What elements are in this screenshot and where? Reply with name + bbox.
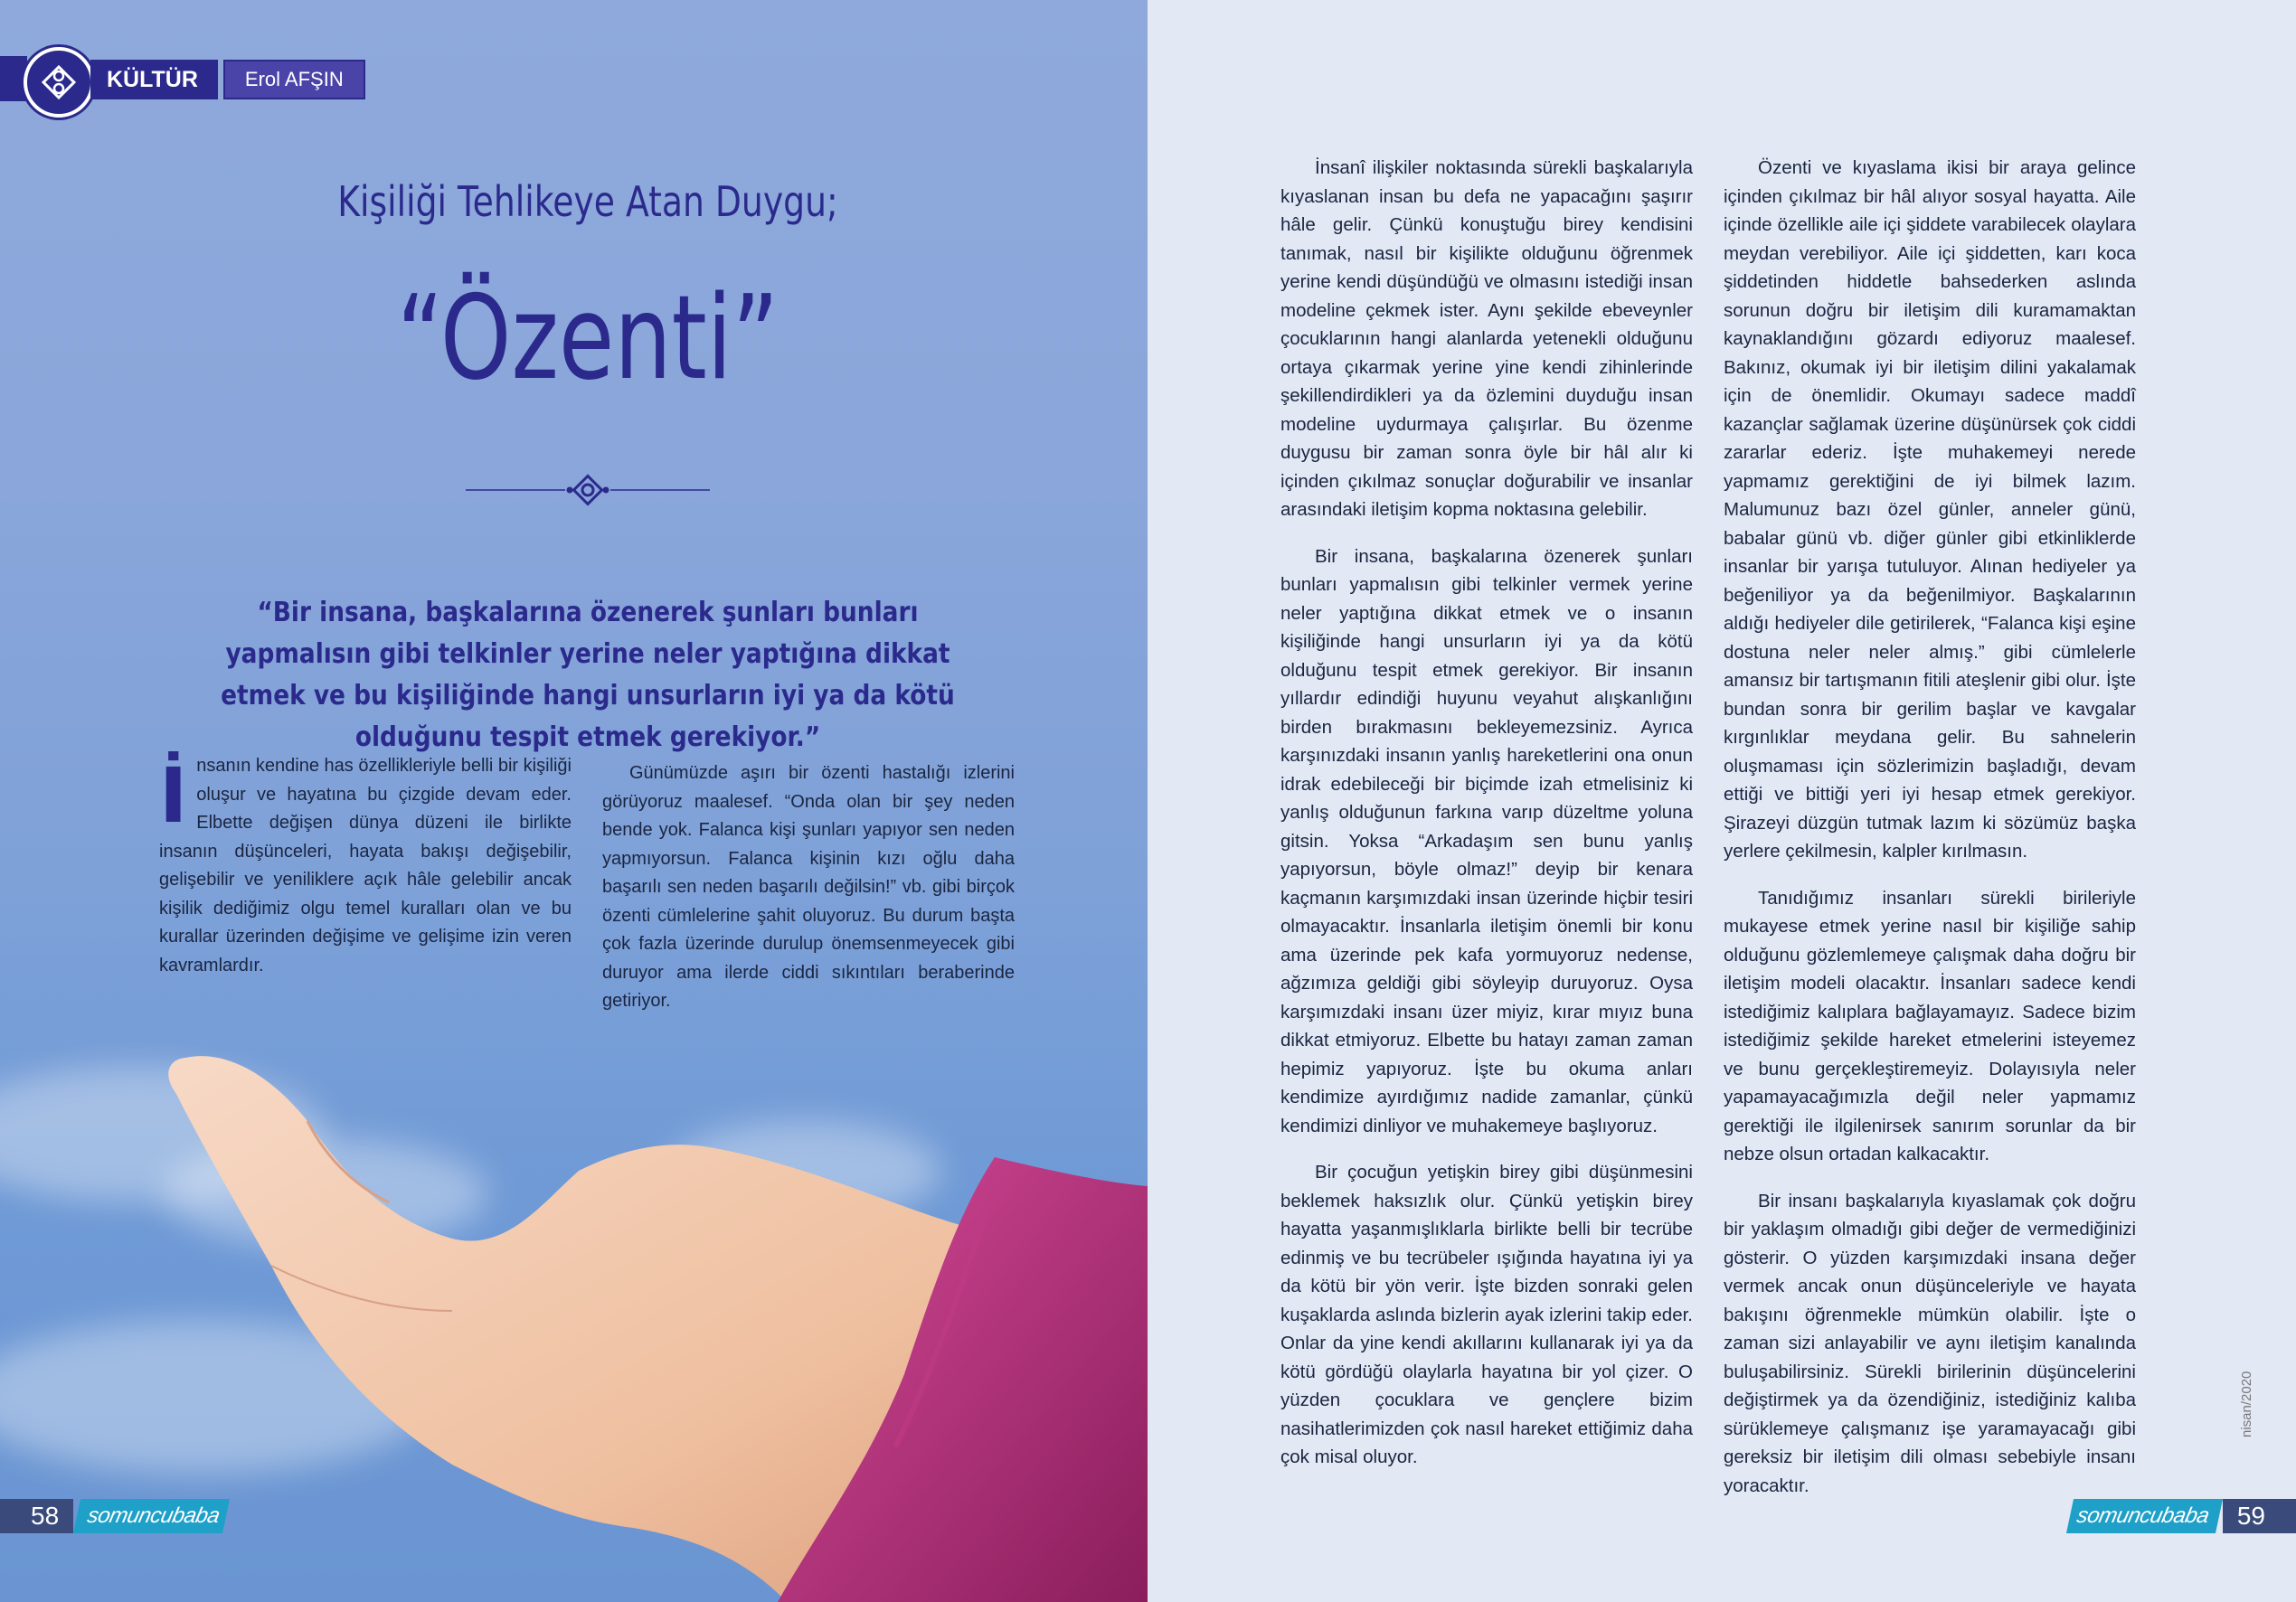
paragraph: İnsanî ilişkiler noktasında sürekli başkalarıyla kıyaslanan insan bu defa ne yapacağını şaşırır hâle gelir. Çünkü konuştuğu birey kendisini tanımak, nasıl bir kişilikte olduğunu öğrenmek yerine kendi düşündüğü ve olmasını istediği insan modeline çekmek ister. Aynı şekilde ebeveynler çocuklarının hangi alanlarda yetenekli olduğunu ortaya çıkarmak yerine yine kendi zihinlerinde şekillendirdikleri ya da özlemini duyduğu insan modeline uydurmaya çalışırlar. Bu özenme duygusu bir zaman sonra öyle bir hâl alır ki içinden çıkılmaz sonuçlar doğurabilir ve insanlar arasındaki iletişim kopma noktasına gelebilir. xyxy=(1280,157,1693,520)
magazine-brand: somuncubaba xyxy=(2066,1499,2223,1533)
page-folio-left xyxy=(0,1499,226,1533)
author-name: Erol AFŞIN xyxy=(223,60,365,99)
paragraph: Tanıdığımız insanları sürekli birileriyle mukayese etmek yerine nasıl bir kişiliğe sahip olduğunu gözlemlemeye çalışmak daha doğru bir iletişim modeli olacaktır. İnsanları sadece kendi istediğimiz kalıplara bağlayamayız. Sadece bizim istediğimiz şekilde hareket etmelerini isteyemez ve bunu gerçekleştiremeyiz. Dolayısıyla neler yapamayacağımızla değil neler yapmamız gerektiği ile ilgilenirsek sanırım sorunlar da bir nebze olsun ortadan kalkacaktır. xyxy=(1724,887,2136,1164)
magazine-logo-icon xyxy=(24,47,94,118)
body-column-3 xyxy=(1280,154,1693,1490)
magazine-brand: somuncubaba xyxy=(73,1499,230,1533)
paragraph: Bir insanı başkalarıyla kıyaslamak çok doğru bir yaklaşım olmadığı gibi değer de vermediğinizi gösterir. O yüzden karşımızdaki insana değer vermek ancak onun düşünceleriyle ve hayata bakışını öğrenmekle mümkün olabilir. İşte o zaman sizi anlayabilir ve aynı iletişim kanalında buluşabilirsiniz. Sürekli birilerinin düşüncelerini değiştirmek ya da özendiğiniz, istediğiniz kalıba sürüklemeye çalışmanız işe yaramayacağı gibi gereksiz bir iletişim dili olması sebebiyle insanı yoracaktır. xyxy=(1724,1190,2136,1496)
paragraph: Bir çocuğun yetişkin birey gibi düşünmesini beklemek haksızlık olur. Çünkü yetişkin birey hayatta yaşanmışlıklarla birlikte belli bir tecrübe edinmiş ve bu tecrübeler ışığında hayatına iyi ya da kötü bir yön verir. İşte bizden sonraki gelen kuşaklarda aslında bizlerin ayak izlerini takip eder. Onlar da yine kendi akıllarını kullanarak iyi ya da kötü gördüğü olaylarla hayatına bir yol çizer. O yüzden çocuklara ve gençlere bizim nasihatlerimizden çok nasıl hareket ettiğimiz daha çok misal oluyor. xyxy=(1280,1162,1693,1467)
pull-quote: “Bir insana, başkalarına özenerek şunları bunları yapmalısın gibi telkinler yerine neler yaptığına dikkat etmek ve bu kişiliğinde hangi unsurların iyi ya da kötü olduğunu tespit etmek gerekiyor.” xyxy=(221,597,955,753)
drop-cap: İ xyxy=(159,751,188,840)
article-title: “Özenti” xyxy=(396,271,780,406)
issue-date: nisan/2020 xyxy=(2239,1371,2254,1437)
paragraph: Özenti ve kıyaslama ikisi bir araya gelince içinden çıkılmaz bir hâl alıyor sosyal hayatta. Aile içinde özellikle aile içi şiddete varabilecek olaylara meydan verebiliyor. Aile içi şiddetten, karı koca şiddetinden hiddetle bahsederken aslında sorunun doğru bir iletişim dili kuramamaktan kaynaklandığını gözardı ediyoruz maalesef. Bakınız, okumak iyi bir iletişim dilini yakalamak için de önemlidir. Okumayı sadece maddî kazançlar sağlamak üzerine düşünürsek çok ciddi zararlar ederiz. İşte muhakemeyi nerede yapmamız gerektiğini de iyi bilmek lazım. Malumunuz bazı özel günler, anneler günü, babalar günü vb. diğer günler gibi etkinliklerde insanlar bir yarışa tutuluyor. Alınan hediyeler ya beğeniliyor ya da beğenilmiyor. Başkalarının aldığı hediyeler dile getirilerek, “Falanca kişi eşine dostuna neler neler almış.” gibi cümlelerle amansız bir tartışmanın fitili ateşlenir gibi olur. İşte bundan sonra bir gerilim başlar ve kavgalar kırgınlıklar meydana gelir. Bu sahnelerin oluşmaması için sözlerimizin başladığı, devam ettiği ve bittiği yeri iyi hesap etmek gerekiyor. Şirazeyi düzgün tutmak lazım ki sözümüz başka yerlere çekilmesin, kalpler kırılmasın. xyxy=(1724,157,2136,862)
article-kicker: Kişiliği Tehlikeye Atan Duygu; xyxy=(337,177,838,226)
paragraph: Bir insana, başkalarına özenerek şunları bunları yapmalısın gibi telkinler vermek yerine neler yaptığına dikkat etmek ve o insanın kişiliğinde hangi unsurların iyi ya da kötü olduğunu tespit etmek gerekiyor. Bir insanın yıllardır edindiği huyunu veyahut alışkanlığını birden bırakmasını bekleyemezsiniz. Ayrıca karşınızdaki insanın yanlış hareketlerini ona onun idrak edebileceği bir biçimde izah etmelisiniz ki yanlış olduğunun farkına varıp düzeltme yoluna gitsin. Yoksa “Arkadaşım sen bunu yanlış yapıyorsun, böyle olmaz!” deyip bir kenara kaçmanın karşımızdaki insan üzerinde hiçbir tesiri olmayacaktır. İnsanlarla iletişim önemli bir konu ama üzerinde pek kafa yormuyoruz nedense, ağzımıza geldiği gibi söyleyip duruyoruz. Oysa karşımızdaki insanı üzer miyiz, kırar mıyız buna dikkat etmiyoruz. Elbette bu hatayı zaman zaman hepimiz yapıyoruz. İşte bu okuma anları kendimize ayırdığımız nadide zamanlar, çünkü kendimizi dinliyor ve muhakemeye başlıyoruz. xyxy=(1280,545,1693,1136)
body-column-4 xyxy=(1724,154,2136,1518)
body-column-2: Günümüzde aşırı bir özenti hastalığı izlerini görüyoruz maalesef. “Onda olan bir şey neden bende yok. Falanca kişi şunları yapıyor sen neden yapmıyorsun. Falanca kişinin kızı oğlu daha başarılı sen neden başarılı değilsin!” vb. gibi birçok özenti cümlelerine şahit oluyoruz. Bu durum başta çok fazla üzerinde durulup önemsenmeyecek gibi duruyor ama ilerde ciddi sıkıntıları beraberinde getiriyor. xyxy=(602,763,1015,1011)
page-number: 58 xyxy=(0,1499,73,1533)
page-number: 59 xyxy=(2223,1499,2296,1533)
page-folio-right xyxy=(2070,1499,2296,1533)
section-tag xyxy=(90,60,365,99)
section-label: KÜLTÜR xyxy=(90,60,218,99)
body-column-1-text: nsanın kendine has özellikleriyle belli bir kişiliği oluşur ve hayatına bu çizgide devam eder. Elbette değişen dünya düzeni ile birlikte insanın düşünceleri, hayata bakışı değişebilir, gelişebilir ve yeniliklere açık hâle gelebilir ancak kişilik dediğimiz olgu temel kuralları olan ve bu kurallar üzerinden değişime ve gelişime izin veren kavramlardır. xyxy=(159,756,572,975)
body-column-1 xyxy=(159,752,572,980)
ornament-divider-icon xyxy=(466,472,710,508)
